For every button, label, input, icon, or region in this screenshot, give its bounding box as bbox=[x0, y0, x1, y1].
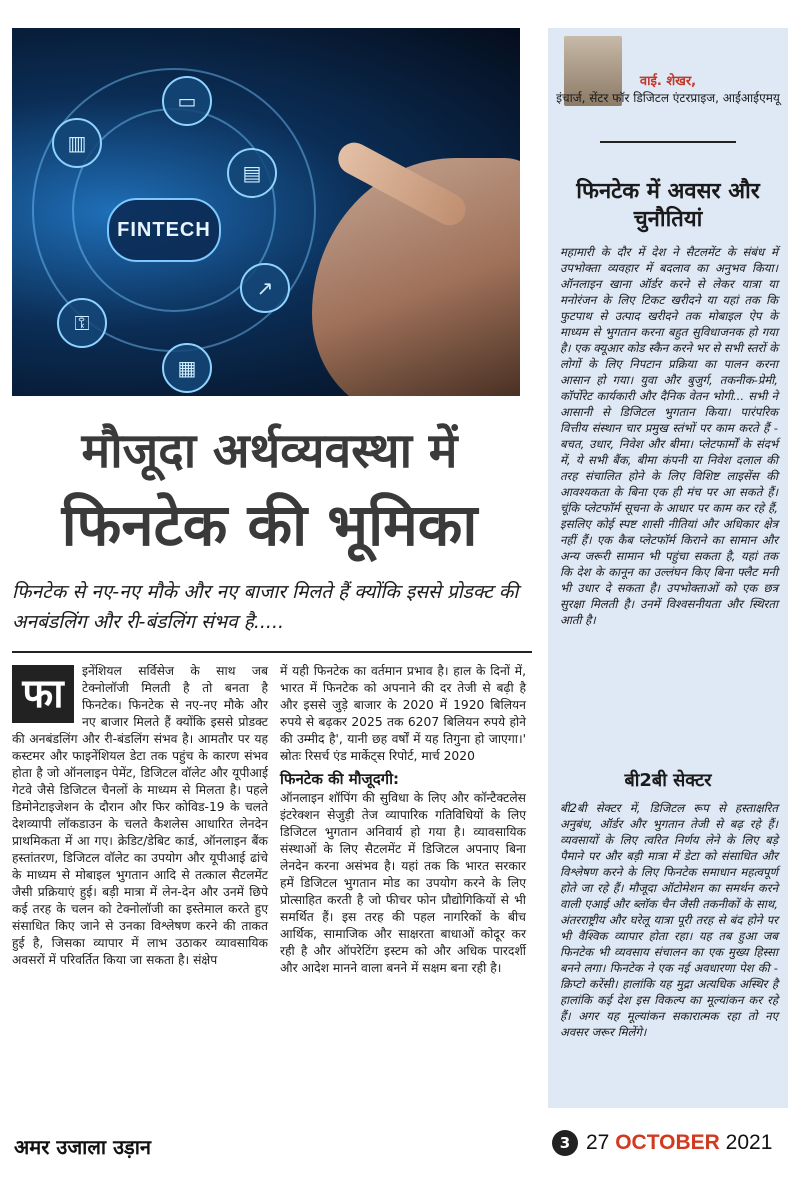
chart-icon: ▥ bbox=[52, 118, 102, 168]
sidebar-subtitle: बी2बी सेक्टर bbox=[624, 770, 712, 791]
byline bbox=[548, 74, 788, 106]
author-name: वाई. शेखर, bbox=[639, 74, 697, 89]
deck: फिनटेक से नए-नए मौके और नए बाजार मिलते हैं क्योंकि इससे प्रोडक्ट की अनबंडलिंग और री-बंडलिंग संभव है..... bbox=[12, 581, 519, 633]
dropcap: फा bbox=[12, 665, 74, 723]
headline-line-2: फिनटेक की भूमिका bbox=[61, 491, 478, 559]
sidebar-title: फिनटेक में अवसर और चुनौतियां bbox=[576, 179, 760, 232]
page-number: 3 bbox=[552, 1130, 578, 1156]
issue-date bbox=[586, 1131, 772, 1155]
sidebar-body-2: बी2बी सेक्टर में, डिजिटल रूप से हस्ताक्षरित अनुबंध, ऑर्डर और भुगतान तेजी से बढ़ रहे हैं। व्यवसायों के लिए त्वरित निर्णय लेने के लिए बड़े पैमाने पर और बड़ी मात्रा में डेटा को संसाधित और विश्लेषण करने के लिए फिनटेक समाधान महत्वपूर्ण होते जा रहे हैं। मौजूदा ऑटोमेशन का समर्थन करने वाली एआई और ब्लॉक चैन जैसी तकनीकों के साथ, अंतरराष्ट्रीय और घरेलू यात्रा पूरी तरह से बंद होने पर भी वैश्विक व्यापार होता रहा। यह तब हुआ जब फिनटेक भी व्यवसाय संचालन का एक मुख्य हिस्सा बनने लगा। फिनटेक ने एक नई अवधारणा पेश की - क्रिप्टो करेंसी। हालांकि यह मुद्रा अत्यधिक अस्थिर है हालांकि कई देश इस विकल्प का मूल्यांकन कर रहे हैं। अगर यह मूल्यांकन सकारात्मक रहा तो नए अवसर जरूर मिलेंगे। bbox=[560, 801, 778, 1039]
fintech-badge: FINTECH bbox=[107, 198, 221, 262]
date-day: 27 bbox=[586, 1131, 610, 1154]
lock-icon: ⚿ bbox=[57, 298, 107, 348]
sidebar bbox=[548, 28, 788, 1108]
growth-icon: ↗ bbox=[240, 263, 290, 313]
divider bbox=[12, 651, 532, 653]
headline bbox=[12, 416, 527, 564]
date-month: OCTOBER bbox=[615, 1131, 720, 1154]
article-column-2 bbox=[280, 663, 526, 977]
footer-logo: अमर उजाला उड़ान bbox=[14, 1135, 152, 1159]
document-icon: ▤ bbox=[227, 148, 277, 198]
author-role: इंचार्ज, सेंटर फॉर डिजिटल एंटरप्राइज, आईआईएमयू bbox=[556, 91, 780, 105]
headline-line-1: मौजूदा अर्थव्यवस्था में bbox=[81, 423, 458, 479]
footer-date-block bbox=[552, 1130, 772, 1156]
divider bbox=[600, 141, 736, 143]
sidebar-body-1: महामारी के दौर में देश ने सैटलमेंट के संबंध में उपभोक्ता व्यवहार में बदलाव का अनुभव किया। ऑनलाइन खाना ऑर्डर करने से लेकर यात्रा या मनोरंजन के लिए टिकट खरीदने या यहां तक कि फुटपाथ से उत्पाद खरीदने तक मोबाइल ऐप के माध्यम से भुगतान करना बहुत सुविधाजनक हो गया है। एक क्यूआर कोड स्कैन करने भर से सभी स्तरों के लोगों के लिए निपटान प्रक्रिया का पालन करना आसान हो गया। युवा और बुजुर्ग, तकनीक-प्रेमी, कॉर्पोरेट कार्यकारी और दैनिक वेतन भोगी... सभी ने आसानी से डिजिटल भुगतान किया। पारंपरिक वित्तीय संस्थान चार प्रमुख स्तंभों पर काम करते हैं - बचत, उधार, निवेश और बीमा। प्लेटफार्मों के संदर्भ में, ये सभी बैंक, बीमा कंपनी या निवेश दलाल की तरह संचालित होने के लिए विशिष्ट लाइसेंस की आवश्यकता के बिना एक ही मंच पर आ सकते हैं। चूंकि प्लेटफॉर्म सूचना के आधार पर काम कर रहे हैं, इसलिए कोई स्पष्ट शासी नीतियां और अधिकार क्षेत्र नहीं हैं। एक कैब प्लेटफॉर्म किराने का सामान और अन्य जरूरी सामान भी पहुंचा सकता है, यहां तक कि देश के कानून का उल्लंघन किए बिना फ्लैट मनी भी उधार दे सकता है। उपभोक्ताओं को एक छत्र सुरक्षा मिलती है। उनमें विश्वसनीयता और स्थिरता आती है। bbox=[560, 245, 778, 627]
column-2-paragraph-2: ऑनलाइन शॉपिंग की सुविधा के लिए और कॉन्टैक्टलेस इंटरेक्शन सेजुड़ी तेज व्यापारिक गतिविधियों के लिए डिजिटल भुगतान अनिवार्य हो गया है। व्यावसायिक संस्थाओं के लिए सैटलमेंट में डिजिटल अपनाए बिना लेनदेन करना असंभव है। यहां तक कि भारत सरकार हमें डिजिटल भुगतान मोड का उपयोग करने के लिए प्रोत्साहित करती है जो फीचर फोन प्रौद्योगिकियों से भी समर्थित हैं। इस तरह की पहल नागरिकों के बीच आर्थिक, सामाजिक और साक्षरता बाधाओं कोदूर कर रही है और ऑपरेटिंग इस्टम को और अधिक पारदर्शी और आदेश मानने वाला बनने में सक्षम बना रही है। bbox=[280, 791, 526, 975]
article-column-1 bbox=[12, 663, 268, 969]
bar-chart-icon: ▦ bbox=[162, 343, 212, 393]
card-icon: ▭ bbox=[162, 76, 212, 126]
column-1-text: इनेंशियल सर्विसेज के साथ जब टेक्नोलॉजी मिलती है तो बनता है फिनटेक। फिनटेक से नए-नए मौके और नए बाजार मिलते हैं क्योंकि इससे प्रोडक्ट की अनबंडलिंग और री-बंडलिंग संभव है। आमतौर पर यह कस्टमर और फाइनेंशियल डेटा तक पहुंच के कारण संभव होता है जो ऑनलाइन पेमेंट, डिजिटल वॉलेट और यूपीआई गेटवे जैसे डिजिटल चैनलों के माध्यम से मिलता है। पहले डिमोनेटाइजेशन के दौरान और फिर कोविड-19 के चलते देशव्यापी लॉकडाउन के चलते कैशलेस आधारित लेनदेन प्राथमिकता में आ गए। क्रेडिट/डेबिट कार्ड, ऑनलाइन बैंक हस्तांतरण, डिजिटल वॉलेट का उपयोग और यूपीआई ढांचे के माध्यम से मोबाइल भुगतान आदि से तत्काल सैटलमेंट जैसी प्रक्रियाएं हुई। बड़ी मात्रा में लेन-देन और उनमें छिपे कई तरह के चलन को टेक्नोलॉजी का इस्तेमाल करते हुए संसाधित किए जाने से उनका विश्लेषण करने की ताकत हुई है, जिसका व्यापार में लाभ उठाकर व्यावसायिक अवसरों में परिवर्तित किया जा सकता है। संक्षेप bbox=[12, 664, 268, 967]
date-year: 2021 bbox=[725, 1131, 773, 1154]
column-2-paragraph-1: में यही फिनटेक का वर्तमान प्रभाव है। हाल के दिनों में, भारत में फिनटेक को अपनाने की दर तेजी से बढ़ी है और इससे जुड़े बाजार के 2020 में 1920 बिलियन रुपये से बढ़कर 2025 तक 6207 बिलियन रुपये होने की उम्मीद है', यानी छह वर्षों में यह तिगुना हो जाएगा।' स्रोतः रिसर्च एंड मार्केट्स रिपोर्ट, मार्च 2020 bbox=[280, 664, 526, 763]
column-2-subhead: फिनटेक की मौजूदगी: bbox=[280, 770, 399, 788]
hero-image bbox=[12, 28, 520, 396]
